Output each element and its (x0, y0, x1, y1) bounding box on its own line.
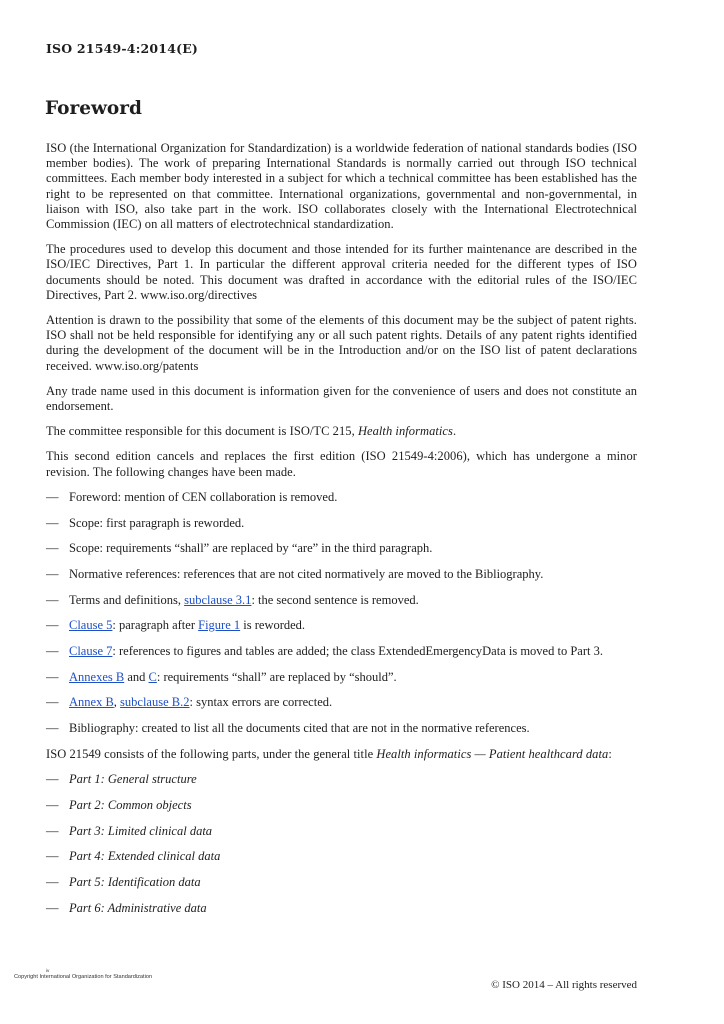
part-list-item: — Part 3: Limited clinical data (46, 823, 213, 838)
dash-bullet: — (46, 695, 59, 710)
link-clause-5[interactable]: Clause 5 (69, 618, 113, 633)
list-item: — Annexes B and C: requirements “shall” are replaced by “should”. (46, 669, 397, 684)
list-item: — Scope: requirements “shall” are replaced by “are” in the third paragraph. (46, 541, 433, 556)
paragraph-patents: Attention is drawn to the possibility that some of the elements of this document may be the subject of patent rights. ISO shall not be held responsible for identifying any or all such patent rights. Details of any patent rights identified during the development of the document will be in the Introduction and/or on the ISO list of patent declarations received. www.iso.org/patents (46, 313, 637, 373)
list-item: — Annex B, subclause B.2: syntax errors are corrected. (46, 695, 333, 710)
part-list-item: — Part 1: General structure (46, 772, 197, 787)
link-clause-7[interactable]: Clause 7 (69, 644, 113, 659)
link-figure-1[interactable]: Figure 1 (198, 618, 241, 633)
paragraph-parts-intro: ISO 21549 consists of the following parts, under the general title Health informatics — Patient healthcard data: (46, 746, 612, 761)
paragraph-second-edition: This second edition cancels and replaces the first edition (ISO 21549-4:2006), which has undergone a minor revision. The following changes have been made. (46, 449, 637, 479)
link-annex-b[interactable]: Annex B (69, 695, 114, 710)
link-subclause-3-1[interactable]: subclause 3.1 (184, 592, 252, 607)
paragraph-procedures: The procedures used to develop this document and those intended for its further maintenance are described in the ISO/IEC Directives, Part 1. In particular the different approval criteria needed for the different types of ISO documents should be noted. This document was drafted in accordance with the editorial rules of the ISO/IEC Directives, Part 2. www.iso.org/directives (46, 242, 637, 302)
footer-copyright-notice (14, 968, 214, 980)
dash-bullet: — (46, 541, 59, 556)
dash-bullet: — (46, 669, 59, 684)
dash-bullet: — (46, 618, 59, 633)
list-item: — Scope: first paragraph is reworded. (46, 515, 245, 530)
dash-bullet: — (46, 823, 59, 838)
page-title: Foreword (45, 98, 142, 119)
link-annexes-b[interactable]: Annexes B (69, 669, 125, 684)
part-list-item: — Part 6: Administrative data (46, 900, 207, 915)
list-item: — Terms and definitions, subclause 3.1: the second sentence is removed. (46, 592, 419, 607)
dash-bullet: — (46, 849, 59, 864)
dash-bullet: — (46, 797, 59, 812)
paragraph-iso-intro: ISO (the International Organization for Standardization) is a worldwide federation of national standards bodies (ISO member bodies). The work of preparing International Standards is normally carried out through ISO technical committees. Each member body interested in a subject for which a technical committee has been established has the right to be represented on that committee. International organizations, governmental and non-governmental, in liaison with ISO, also take part in the work. ISO collaborates closely with the International Electrotechnical Commission (IEC) on all matters of electrotechnical standardization. (46, 141, 637, 232)
dash-bullet: — (46, 644, 59, 659)
list-item: — Clause 7: references to figures and tables are added; the class ExtendedEmergencyData is moved to Part 3. (46, 644, 603, 659)
footer-rights: © ISO 2014 – All rights reserved (491, 979, 637, 991)
footer-copyright-text: Copyright International Organization for Standardization (14, 974, 153, 980)
list-item: — Bibliography: created to list all the documents cited that are not in the normative references. (46, 721, 530, 736)
part-list-item: — Part 2: Common objects (46, 797, 192, 812)
list-item: — Normative references: references that are not cited normatively are moved to the Bibliography. (46, 566, 544, 581)
part-list-item: — Part 4: Extended clinical data (46, 849, 221, 864)
paragraph-committee: The committee responsible for this document is ISO/TC 215, Health informatics. (46, 424, 457, 439)
link-annex-c[interactable]: C (148, 669, 157, 684)
link-subclause-b-2[interactable]: subclause B.2 (120, 695, 190, 710)
dash-bullet: — (46, 489, 59, 504)
foreword-body (46, 141, 637, 926)
document-id: ISO 21549-4:2014(E) (46, 41, 199, 56)
dash-bullet: — (46, 721, 59, 736)
list-item: — Foreword: mention of CEN collaboration is removed. (46, 489, 338, 504)
dash-bullet: — (46, 515, 59, 530)
list-item: — Clause 5: paragraph after Figure 1 is reworded. (46, 618, 306, 633)
dash-bullet: — (46, 592, 59, 607)
dash-bullet: — (46, 566, 59, 581)
part-list-item: — Part 5: Identification data (46, 874, 201, 889)
dash-bullet: — (46, 772, 59, 787)
dash-bullet: — (46, 900, 59, 915)
paragraph-trade-name: Any trade name used in this document is information given for the convenience of users and does not constitute an endorsement. (46, 383, 637, 414)
page-number: iv (46, 968, 50, 973)
dash-bullet: — (46, 874, 59, 889)
